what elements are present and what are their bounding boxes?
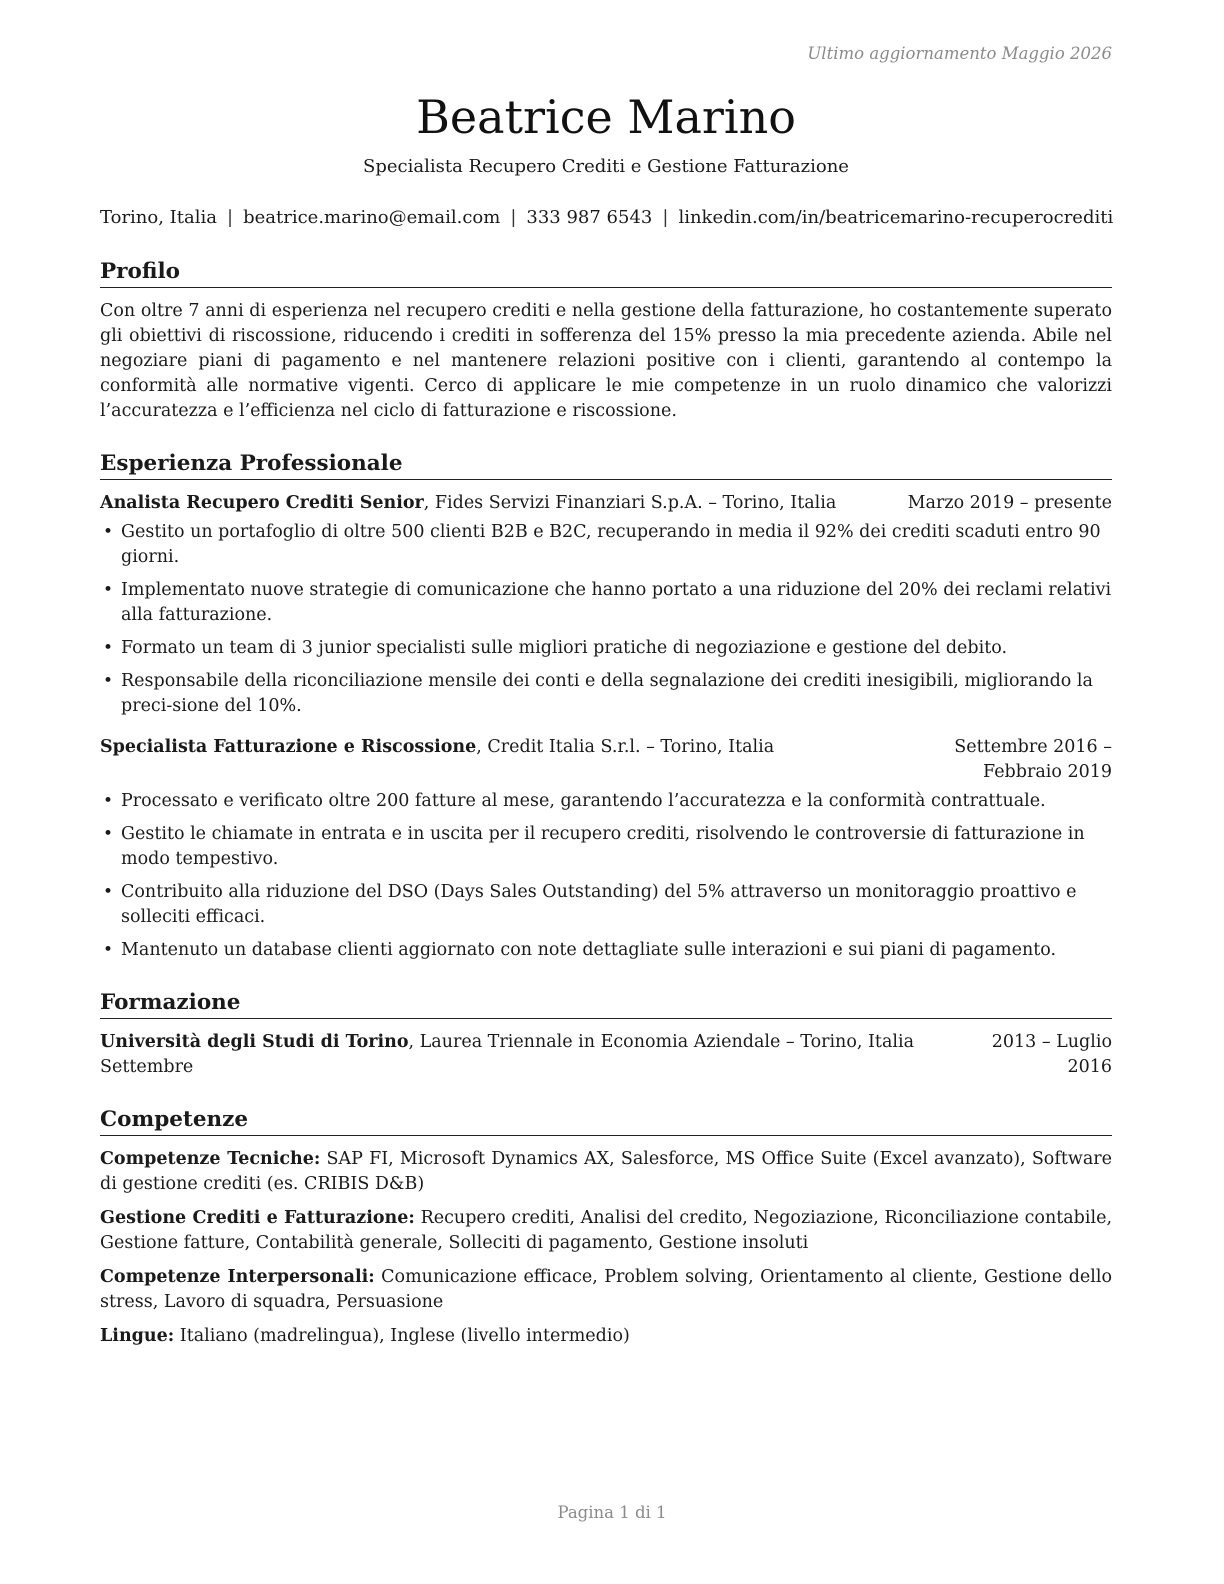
job-bullets [100,520,1112,719]
education-dates: 2013 – Luglio 2016 [991,1032,1112,1077]
list-item: • Gestito le chiamate in entrata e in uscita per il recupero crediti, risolvendo le controversie di fatturazione in modo tempestivo. [100,822,1112,872]
education-degree: , Laurea Triennale in Economia Aziendale – Torino, Italia [408,1032,914,1052]
section-title-education: Formazione [100,989,1112,1019]
last-updated: Ultimo aggiornamento Maggio 2026 [807,44,1112,63]
profile-text: Con oltre 7 anni di esperienza nel recupero crediti e nella gestione della fatturazione, ho costantemente superato gli obiettivi di riscossione, riducendo i crediti in sofferenza del 15% presso la mia precedente azienda. Abile nel negoziare piani di pagamento e nel mantenere relazioni positive con i clienti, garantendo al contempo la conformità alle normative vigenti. Cerco di applicare le mie competenze in un ruolo dinamico che valorizzi l’accuratezza e l’efficienza nel ciclo di fatturazione e riscossione. [100,301,1112,421]
list-item: • Implementato nuove strategie di comunicazione che hanno portato a una riduzione del 20% dei reclami relativi alla fatturazione. [100,578,1112,628]
job-role: Analista Recupero Crediti Senior [100,493,424,513]
education-entry [100,1030,1112,1080]
job-header [100,491,1112,516]
skill-text: Recupero crediti, Analisi del credito, Negoziazione, Riconciliazione contabile, Gestione fatture, Contabilità generale, Solleciti di pagamento, Gestione insoluti [100,1208,1113,1253]
contact-linkedin[interactable]: linkedin.com/in/beatricemarino-recuperocrediti [678,207,1114,228]
skill-line [100,1265,1112,1315]
section-title-profile: Profilo [100,258,1112,288]
job-company: , Credit Italia S.r.l. – Torino, Italia [476,737,775,757]
list-item: • Gestito un portafoglio di oltre 500 clienti B2B e B2C, recuperando in media il 92% dei crediti scaduti entro 90 giorni. [100,520,1112,570]
skill-label: Lingue: [100,1326,175,1346]
education-dates-start: Settembre [100,1057,194,1077]
list-item: • Formato un team di 3 junior specialisti sulle migliori pratiche di negoziazione e gestione del debito. [100,636,1112,661]
skill-label: Competenze Tecniche: [100,1149,321,1169]
skill-text: Italiano (madrelingua), Inglese (livello intermedio) [174,1326,630,1346]
job-entry [100,491,1112,719]
list-item: • Processato e verificato oltre 200 fatture al mese, garantendo l’accuratezza e la conformità contrattuale. [100,789,1112,814]
skill-line [100,1324,1112,1349]
job-role: Specialista Fatturazione e Riscossione [100,737,477,757]
skill-label: Gestione Crediti e Fatturazione: [100,1208,415,1228]
page-number: Pagina 1 di 1 [557,1503,667,1522]
section-title-skills: Competenze [100,1106,1112,1136]
job-bullets [100,789,1112,963]
contact-phone: 333 987 6543 [526,207,653,228]
list-item: • Mantenuto un database clienti aggiornato con note dettagliate sulle interazioni e sui piani di pagamento. [100,938,1112,963]
job-entry [100,735,1112,963]
candidate-name: Beatrice Marino [416,90,796,144]
list-item: • Responsabile della riconciliazione mensile dei conti e della segnalazione dei crediti inesigibili, migliorando la preci-sione del 10%. [100,669,1112,719]
contact-location: Torino, Italia [100,207,217,228]
contact-separator: | [510,207,517,228]
job-company: , Fides Servizi Finanziari S.p.A. – Torino, Italia [423,493,837,513]
list-item: • Contribuito alla riduzione del DSO (Days Sales Outstanding) del 5% attraverso un monitoraggio proattivo e solleciti efficaci. [100,880,1112,930]
skill-line [100,1147,1112,1197]
job-header [100,735,1112,785]
contact-line [100,207,1112,228]
skill-label: Competenze Interpersonali: [100,1267,375,1287]
candidate-subtitle: Specialista Recupero Crediti e Gestione Fatturazione [363,156,849,177]
skill-text: Comunicazione efficace, Problem solving, Orientamento al cliente, Gestione dello stress, Lavoro di squadra, Persuasione [100,1267,1112,1312]
section-title-experience: Esperienza Professionale [100,450,1112,480]
contact-email[interactable]: beatrice.marino@email.com [243,207,501,228]
job-dates: Marzo 2019 – presente [907,493,1112,513]
contact-separator: | [227,207,234,228]
job-dates: Settembre 2016 – Febbraio 2019 [954,737,1112,782]
skill-text: SAP FI, Microsoft Dynamics AX, Salesforce, MS Office Suite (Excel avanzato), Software di gestione crediti (es. CRIBIS D&B) [100,1149,1112,1194]
contact-separator: | [662,207,669,228]
education-school: Università degli Studi di Torino [100,1032,409,1052]
skill-line [100,1206,1112,1256]
